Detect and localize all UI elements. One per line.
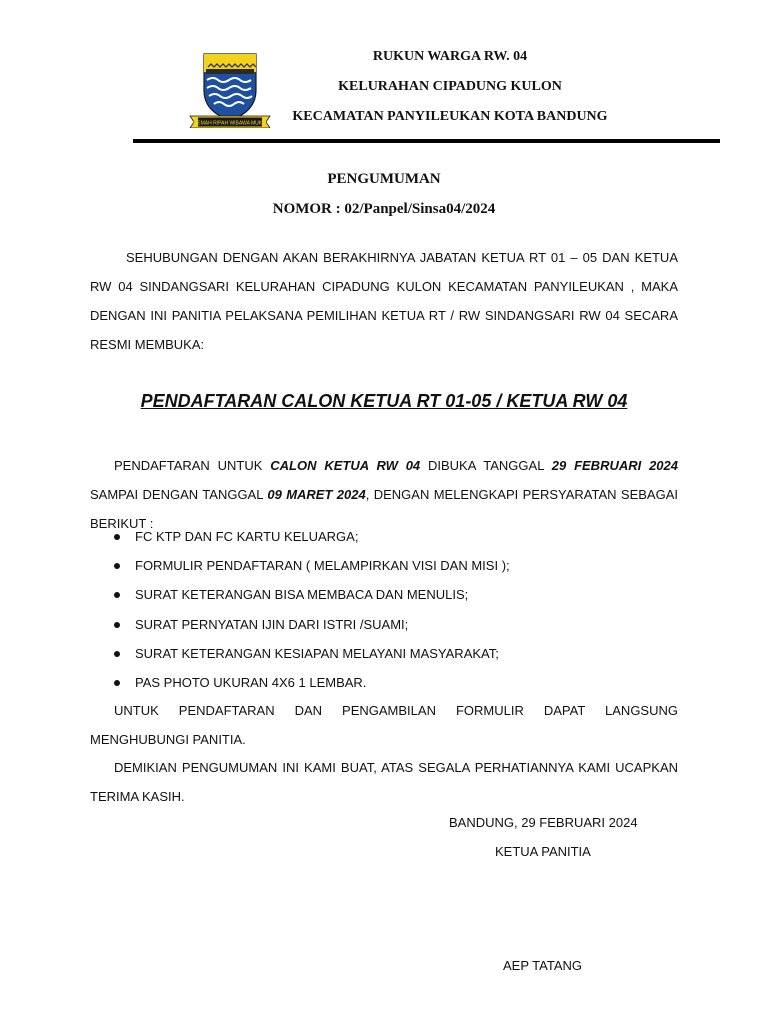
list-item: SURAT PERNYATAN IJIN DARI ISTRI /SUAMI; [112, 610, 510, 639]
signature-role: KETUA PANITIA [495, 844, 591, 859]
list-item: SURAT KETERANGAN BISA MEMBACA DAN MENULIS; [112, 580, 510, 609]
reg-text-3: SAMPAI DENGAN TANGGAL [90, 487, 268, 502]
reg-position: CALON KETUA RW 04 [270, 458, 421, 473]
header-divider [133, 139, 720, 143]
reg-text-4: , DENGAN MELENGKAPI PERSYARATAN SEBAGAI BERIKUT : [90, 487, 678, 531]
intro-paragraph [90, 243, 678, 359]
contact-paragraph [90, 696, 678, 754]
announcement-title: PENGUMUMAN [327, 171, 441, 187]
org-name: RUKUN WARGA RW. 04 [372, 49, 528, 64]
reg-text-2: DIBUKA TANGGAL [420, 458, 552, 473]
reg-end-date: 09 MARET 2024 [267, 487, 366, 502]
list-item: FC KTP DAN FC KARTU KELUARGA; [112, 522, 510, 551]
signature-place-date: BANDUNG, 29 FEBRUARI 2024 [449, 815, 638, 830]
headline: PENDAFTARAN CALON KETUA RT 01-05 / KETUA RW 04 [140, 391, 628, 411]
list-item: FORMULIR PENDAFTARAN ( MELAMPIRKAN VISI DAN MISI ); [112, 551, 510, 580]
announcement-number: NOMOR : 02/Panpel/Sinsa04/2024 [272, 201, 496, 217]
kecamatan-name: KECAMATAN PANYILEUKAN KOTA BANDUNG [292, 109, 608, 124]
list-item: SURAT KETERANGAN KESIAPAN MELAYANI MASYARAKAT; [112, 639, 510, 668]
list-item: PAS PHOTO UKURAN 4X6 1 LEMBAR. [112, 668, 510, 697]
logo-ribbon-text: GEMAH RIPAH WIBAWA MUKTI [193, 120, 267, 127]
signature-name: AEP TATANG [503, 958, 582, 973]
contact-text: UNTUK PENDAFTARAN DAN PENGAMBILAN FORMULIR DAPAT LANGSUNG MENGHUBUNGI PANITIA. [90, 703, 678, 747]
kelurahan-name: KELURAHAN CIPADUNG KULON [338, 79, 562, 94]
requirements-list [112, 522, 510, 697]
reg-text-1: PENDAFTARAN UNTUK [114, 458, 271, 473]
closing-paragraph [90, 753, 678, 811]
intro-text: SEHUBUNGAN DENGAN AKAN BERAKHIRNYA JABATAN KETUA RT 01 – 05 DAN KETUA RW 04 SINDANGSARI KELURAHAN CIPADUNG KULON KECAMATAN PANYILEUKAN , MAKA DENGAN INI PANITIA PELAKSANA PEMILIHAN KETUA RT / RW SINDANGSARI RW 04 SECARA RESMI MEMBUKA: [90, 250, 678, 352]
reg-start-date: 29 FEBRUARI 2024 [551, 458, 678, 473]
closing-text: DEMIKIAN PENGUMUMAN INI KAMI BUAT, ATAS SEGALA PERHATIANNYA KAMI UCAPKAN TERIMA KASIH. [90, 760, 678, 804]
